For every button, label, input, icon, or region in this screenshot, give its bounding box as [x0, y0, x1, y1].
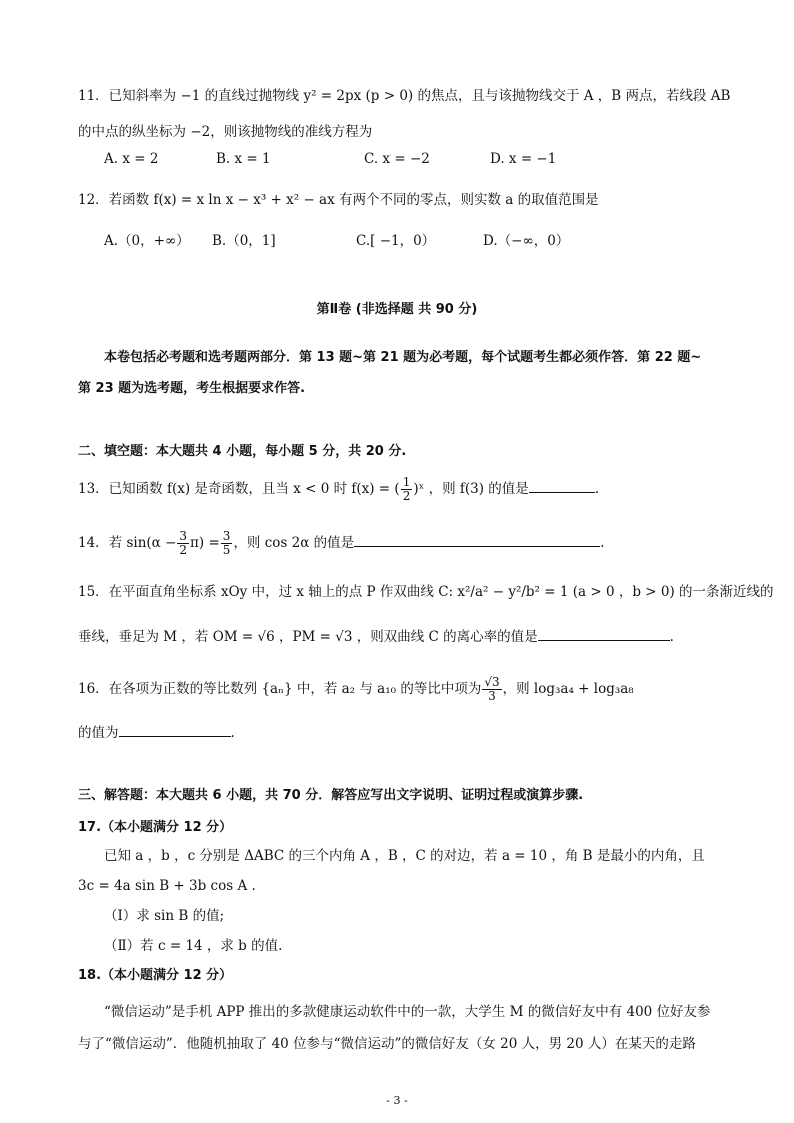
q13-answer-blank[interactable]: [529, 478, 595, 493]
q16-line2: 的值为 .: [78, 722, 235, 743]
q16-answer-blank[interactable]: [119, 722, 231, 737]
q14-text-b: π) =: [190, 535, 220, 551]
q16: [78, 676, 634, 703]
q18-line1: “微信运动”是手机 APP 推出的多款健康运动软件中的一款，大学生 M 的微信好友中有 400 位好友参: [104, 1004, 711, 1020]
q14-frac1-den: 2: [179, 543, 188, 557]
q11-line1: 11．已知斜率为 −1 的直线过抛物线 y² = 2px (p > 0) 的焦点，且与该抛物线交于 A ，B 两点，若线段 AB: [78, 88, 731, 104]
q16-line2-text: 的值为: [78, 725, 119, 741]
q14-frac2-num: 3: [222, 529, 231, 543]
q18-title: 18.（本小题满分 12 分）: [78, 968, 233, 983]
q11-choice-b: B. x = 1: [216, 151, 271, 167]
q13: 13．已知函数 f(x) 是奇函数，且当 x < 0 时 f(x) = ( $\frac{1}{2}$ )ˣ ，则 f(3) 的值是 .: [78, 475, 600, 503]
q15-line2: 垂线，垂足为 M ，若 OM = √6 ，PM = √3 ，则双曲线 C 的离心率的值是 .: [78, 626, 674, 647]
q15-answer-blank[interactable]: [538, 626, 670, 641]
q15-line1: 15．在平面直角坐标系 xOy 中，过 x 轴上的点 P 作双曲线 C: x²/a² − y²/b² = 1 (a > 0 ，b > 0) 的一条渐近线的: [78, 584, 774, 600]
section-title: 第Ⅱ卷 (非选择题 共 90 分): [316, 302, 478, 317]
q17-line1: 已知 a ，b ，c 分别是 ΔABC 的三个内角 A ，B ，C 的对边，若 a = 10 ，角 B 是最小的内角，且: [104, 848, 705, 864]
q16-frac-num: √3: [484, 675, 500, 689]
q13-text-a: 13．已知函数 f(x) 是奇函数，且当 x < 0 时 f(x) = (: [78, 481, 400, 497]
q16-text-b: ，则 log₃a₄ + log₃a₈: [502, 681, 634, 697]
q11-choice-c: C. x = −2: [364, 151, 430, 167]
q13-text-b: )ˣ ，则 f(3) 的值是: [413, 481, 529, 497]
q11-line2: 的中点的纵坐标为 −2，则该抛物线的准线方程为: [78, 124, 373, 140]
q15-line2-text: 垂线，垂足为 M ，若 OM = √6 ，PM = √3 ，则双曲线 C 的离心率的值是: [78, 629, 538, 645]
q14-frac1-num: 3: [179, 529, 188, 543]
q11-choice-d: D. x = −1: [490, 151, 557, 167]
q17-part2: （Ⅱ）若 c = 14 ，求 b 的值.: [104, 938, 283, 954]
q14-fraction-1: [177, 530, 189, 557]
q18-line2: 与了“微信运动”．他随机抽取了 40 位参与“微信运动”的微信好友（女 20 人，男 20 人）在某天的走路: [78, 1036, 696, 1052]
q16-fraction: [482, 676, 501, 703]
q13-frac-num: 1: [402, 475, 411, 489]
q17-part1: （Ⅰ）求 sin B 的值;: [104, 908, 225, 924]
q12-choice-b: B.（0，1]: [212, 233, 276, 249]
q14-text-a: 14．若 sin(α −: [78, 535, 177, 551]
q14-answer-blank[interactable]: [354, 532, 600, 547]
q12-choice-a: A.（0，+∞）: [104, 233, 190, 249]
q14-fraction-2: [221, 530, 233, 557]
q13-fraction: [401, 476, 413, 503]
q13-frac-den: 2: [402, 489, 411, 503]
q16-frac-den: 3: [488, 689, 496, 703]
q17-title: 17.（本小题满分 12 分）: [78, 820, 233, 835]
fill-header: 二、填空题：本大题共 4 小题，每小题 5 分，共 20 分.: [78, 444, 407, 459]
page-number: - 3 -: [386, 1094, 408, 1107]
q14-text-c: ，则 cos 2α 的值是: [233, 535, 355, 551]
section-intro-line1: 本卷包括必考题和选考题两部分．第 13 题~第 21 题为必考题，每个试题考生都必须作答．第 22 题~: [104, 350, 702, 365]
q14-frac2-den: 5: [222, 543, 231, 557]
q12-choice-d: D.（−∞，0）: [483, 233, 570, 249]
q16-text-a: 16．在各项为正数的等比数列 {aₙ} 中，若 a₂ 与 a₁₀ 的等比中项为: [78, 681, 482, 697]
q12-choice-c: C.[ −1，0）: [356, 233, 436, 249]
q17-line2: 3c = 4a sin B + 3b cos A .: [78, 878, 256, 894]
q14: 14．若 sin(α − $\frac{3}{2}$ π) = $\frac{3}{5}$ ，则 cos 2α 的值是 .: [78, 529, 605, 557]
solve-header: 三、解答题：本大题共 6 小题，共 70 分．解答应写出文字说明、证明过程或演算步骤.: [78, 788, 584, 803]
section-intro-line2: 第 23 题为选考题，考生根据要求作答.: [78, 381, 306, 396]
q12-line1: 12．若函数 f(x) = x ln x − x³ + x² − ax 有两个不同的零点，则实数 a 的取值范围是: [78, 192, 599, 208]
q11-choice-a: A. x = 2: [104, 151, 159, 167]
